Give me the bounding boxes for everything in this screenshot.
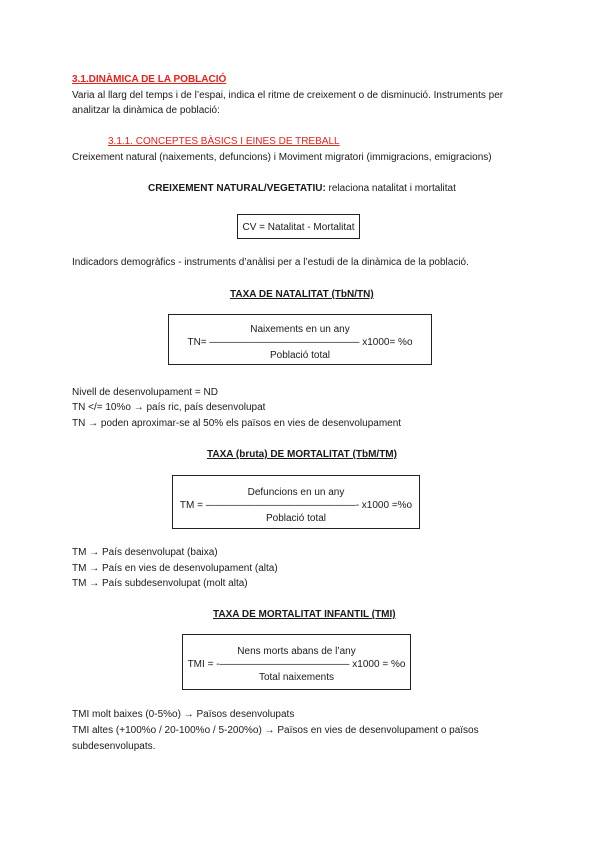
infant-mortality-note: TMI molt baixes (0-5%o) → Països desenvolupats (72, 709, 295, 720)
birth-rate-note: Nivell de desenvolupament = ND (72, 387, 218, 398)
infant-mortality-denominator: Total naixements (258, 672, 335, 683)
infant-mortality-formula-box (182, 634, 411, 690)
indicators-line: Indicadors demogràfics - instruments d’anàlisi per a l’estudi de la dinàmica de la població. (72, 257, 469, 268)
birth-rate-note: TN </= 10%o → país ric, país desenvolupat (72, 402, 266, 413)
death-rate-denominator: Població total (265, 513, 327, 524)
death-rate-numerator: Defuncions en un any (247, 487, 345, 498)
section-title: 3.1.DINÀMICA DE LA POBLACIÓ (72, 74, 227, 85)
death-rate-heading: TAXA (bruta) DE MORTALITAT (TbM/TM) (207, 449, 397, 460)
infant-mortality-heading: TAXA DE MORTALITAT INFANTIL (TMI) (213, 609, 396, 620)
natural-growth-formula-box (237, 214, 360, 239)
infant-mortality-note: subdesenvolupats. (72, 741, 156, 752)
death-rate-note: TM → País subdesenvolupat (molt alta) (72, 578, 248, 589)
death-rate-note: TM → País en vies de desenvolupament (alta) (72, 563, 278, 574)
birth-rate-numerator: Naixements en un any (250, 324, 350, 335)
natural-growth-heading-rest: relaciona natalitat i mortalitat (325, 183, 456, 194)
death-rate-fraction: TM = ———————————————- x1000 =%o (179, 500, 413, 511)
infant-mortality-numerator: Nens morts abans de l’any (237, 646, 356, 657)
subsection-title: 3.1.1. CONCEPTES BÀSICS I EINES DE TREBALL (108, 136, 340, 147)
birth-rate-denominator: Població total (269, 350, 331, 361)
natural-growth-heading-line (148, 182, 456, 195)
subsection-line: Creixement natural (naixements, defuncions) i Moviment migratori (immigracions, emigracions) (72, 152, 492, 163)
intro-line-2: analitzar la dinàmica de població: (72, 105, 220, 116)
death-rate-note: TM → País desenvolupat (baixa) (72, 547, 218, 558)
birth-rate-formula-box (168, 314, 432, 365)
death-rate-formula-box (172, 475, 420, 529)
birth-rate-heading: TAXA DE NATALITAT (TbN/TN) (230, 289, 374, 300)
infant-mortality-fraction: TMI = -————————————— x1000 = %o (187, 659, 406, 670)
natural-growth-heading: CREIXEMENT NATURAL/VEGETATIU: (148, 183, 326, 194)
birth-rate-fraction: TN= ——————————————— x1000= %o (187, 337, 413, 348)
birth-rate-note: TN → poden aproximar-se al 50% els països en vies de desenvolupament (72, 418, 402, 429)
natural-growth-formula: CV = Natalitat - Mortalitat (242, 222, 355, 233)
intro-line-1: Varia al llarg del temps i de l’espai, indica el ritme de creixement o de disminució. Instruments per (72, 90, 504, 101)
infant-mortality-note: TMI altes (+100%o / 20-100%o / 5-200%o) → Països en vies de desenvolupament o països (72, 725, 479, 736)
